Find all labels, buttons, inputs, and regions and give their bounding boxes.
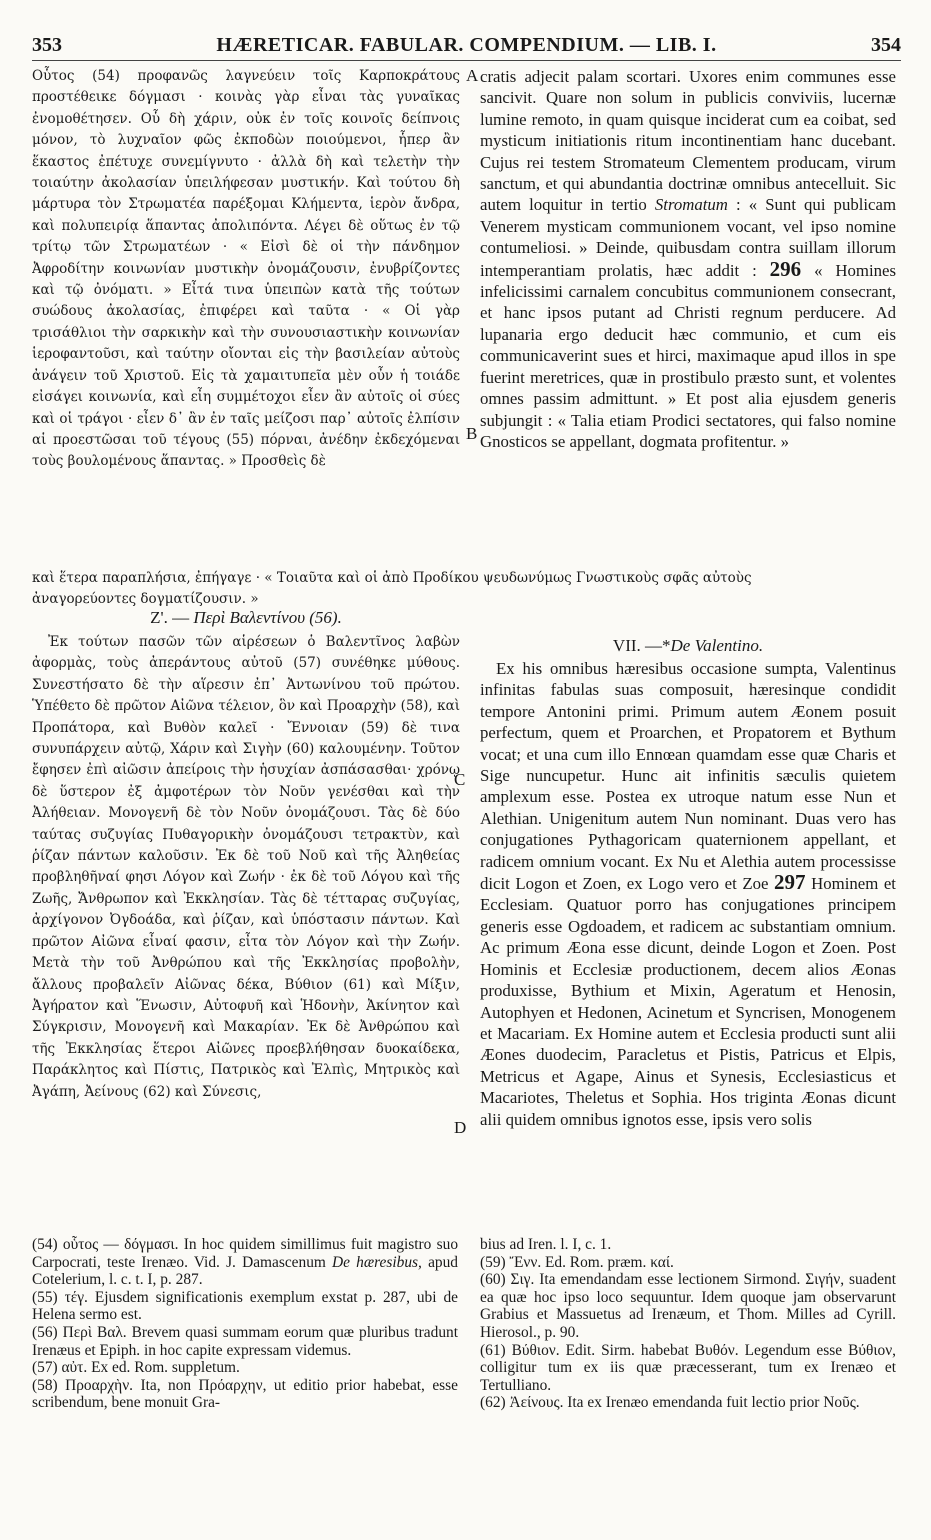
greek-column-top [32, 66, 460, 566]
greek-span-line-1: καὶ ἕτερα παραπλήσια, ἐπήγαγε · « Τοιαῦτα καὶ οἱ ἀπὸ Προδίκου ψευδωνύμως Γνωστικοὺς σφᾶς αὐτοὺς [32, 570, 752, 586]
footnote-label: (57) αὐτ. [32, 1359, 88, 1377]
footnote-text: Ejusdem significationis exemplum exstat p. 287, ubi de Helena sermo est. [32, 1288, 458, 1324]
footnote-61 [480, 1342, 896, 1395]
latin-text-top [480, 66, 896, 452]
footnote-text: apud Cotelerium, l. c. t. I, p. 287. [32, 1253, 458, 1289]
column-number-296: 296 [769, 256, 802, 281]
footnote-label: (58) Προαρχὴν. [32, 1376, 134, 1394]
section-number-greek: Ζ'. — [150, 608, 194, 627]
greek-column-bottom [32, 632, 460, 1224]
footnote-56 [32, 1324, 458, 1359]
footnote-58-cont [480, 1236, 896, 1254]
page-number-left: 353 [32, 34, 62, 56]
footnote-text: Ita, non Πρόαρχην, ut editio prior habebat, esse scribendum, bene monuit Gra- [32, 1376, 458, 1412]
latin-column-bottom [480, 658, 896, 1224]
footnote-text: Brevem quasi summam eorum quæ pluribus tradunt Irenæus et Epiph. in hoc capite expressam videmus. [32, 1323, 458, 1359]
greek-text-bottom [32, 632, 460, 1103]
latin-text-bottom [480, 658, 896, 1130]
footnote-54 [32, 1236, 458, 1289]
header-rule [32, 60, 901, 61]
footnote-text: Ita ex Irenæo emendanda fuit lectio prior Νοῦς. [563, 1394, 860, 1412]
greek-text-top: Οὗτος (54) προφανῶς λαγνεύειν τοῖς Καρποκράτους προστέθεικε δόγμασι · κοινὰς γὰρ εἶναι τὰς γυναῖκας ἐνομοθέτησεν. Οὗ δὴ χάριν, οὐκ ἐν τοῖς κοινοῖς δείπνοις μόνον, τὸ λυχναῖον φῶς ἐκποδὼν ποιούμενοι, ἧπερ ἂν ἕκαστος ἐπέτυχε συνεμίγνυτο · ἀλλὰ δὴ καὶ τελετὴν τὴν τοιαύτην ἀκολασίαν ὑπειλήφεσαν μυστικήν. Καὶ τούτου δὴ μάρτυρα τὸν Στρωματέα παρέξομαι Κλήμεντα, ἱερὸν ἄνδρα, καὶ πολυπειρίᾳ ἅπαντας ἀπολιπόντα. Λέγει δὲ οὕτως ἐν τῷ τρίτῳ τῶν Στρωματέων · « Εἰσὶ δὲ οἱ τὴν πάνδημον Ἀφροδίτην κοινωνίαν μυστικὴν ὀνομάζουσιν, ἐνυβρίζοντες καὶ τῷ ὀνόματι. » Εἶτά τινα ὑπειπὼν κατὰ τῆς τούτων συώδους ἀκολασίας, ἐπιφέρει καὶ ταῦτα · « Οἱ γὰρ τρισάθλιοι τὴν σαρκικὴν καὶ τὴν συνουσιαστικὴν κοινωνίαν ἱεροφαντοῦσι, καὶ ταύτην οἴονται εἰς τὴν βασιλείαν αὐτοὺς ἀνάγειν τοῦ Χριστοῦ. Εἰς τὰ χαμαιτυπεῖα μὲν οὖν ἡ τοιάδε εἰσάγει κοινωνία, καὶ εἶη συμμέτοχοι εἶεν ἂν αὐτοῖς οἱ σύες καὶ οἱ τράγοι · εἶεν δ᾽ ἂν ἐν ταῖς μείζοσι παρ᾽ αὐτοῖς ἐλπίσιν αἱ προεστῶσαι τοῦ τέγους (55) πόρναι, ἀνέδην ἐκδεχόμεναι τοὺς βουλομένους ἅπαντας. » Προσθεὶς δὲ [32, 68, 460, 470]
footnotes-left [32, 1236, 458, 1412]
section-heading-latin [480, 636, 896, 656]
running-header [32, 34, 901, 62]
footnote-text: Ed. Rom. præm. καί. [541, 1253, 674, 1271]
section-title-greek: Περὶ Βαλεντίνου (56). [193, 608, 342, 627]
section-number-latin: VII. —* [612, 636, 671, 655]
footnote-text: In hoc quidem simillimus fuit magistro suo Carpocrati, teste Irenæo. Vid. J. Damascenum [32, 1236, 459, 1271]
running-title: HÆRETICAR. FABULAR. COMPENDIUM. — LIB. I. [216, 34, 717, 56]
footnote-text: Ex ed. Rom. suppletum. [87, 1359, 240, 1377]
footnote-italic: De hæresibus, [332, 1253, 422, 1271]
footnote-57 [32, 1359, 458, 1377]
latin-text-top-a: cratis adjecit palam scortari. Uxores enim communes esse sancivit. Quare non solum in publicis conviviis, lucernæ lumine remoto, in quam quisque inciderat cum ea coibat, sed mysticum initiationis ritum incontinentiam hanc ducebant. Cujus rei testem Stromateum Clementem producam, virum sanctum, et qui abundantia doctrinæ omnibus antecelluit. Sic autem loquitur in tertio [480, 67, 896, 215]
footnote-62 [480, 1394, 896, 1412]
margin-marker-a: A [466, 66, 479, 85]
footnote-label: (59) Ἔνν. [480, 1253, 542, 1271]
footnotes-right [480, 1236, 896, 1412]
greek-span-line-2: ἀναγορεύοντες δογματίζουσιν. » [32, 591, 259, 608]
footnote-label: (56) Περὶ Βαλ. [32, 1323, 127, 1341]
latin-text-bottom-b: Hominem et Ecclesiam. Quatuor porro has conjugationes principem generis esse Ogdoadem, et radicem ac substantiam omnium. Ac primum Æona esse dicunt, deinde Logon et Zoen. Post Hominis et Ecclesiæ productionem, decem alios Æonas produxisse, Bythium et Mixin, Ageratum et Henosin, Autophyen et Hedonen, Acinetum et Syncrisen, Monogenem et Macariam. Ex Homine autem et Ecclesia producti sunt alii Æones duodecim, Paracletus et Pistis, Patricus et Elpis, Metricus et Agape, Ainus et Synesis, Ecclesiasticus et Macariotes, Theletus et Sophia. Hos triginta Æonas dicunt alii quidem omnibus ignotos esse, ipsis vero solis [480, 874, 896, 1129]
latin-text-top-b: : « Sunt qui publicam Venerem mysticam communionem vocant, vel ipso nomine contumeliosi. » Deinde, quibusdam contra suillam illorum intemperantiam prolatis, hæc addit : [480, 195, 896, 280]
footnote-text: Ita emendandam esse lectionem Sirmond. Σιγήν, suadent ea quæ hoc ipso loco sequuntur. Idem quoque jam observarunt Grabius et Massuetus ad Irenæum, et Thom. Milles ad Cyrill. Hierosol., p. 90. [480, 1271, 896, 1341]
footnote-59 [480, 1254, 896, 1272]
footnote-55 [32, 1289, 458, 1324]
latin-column-top [480, 66, 896, 566]
greek-text-bottom-body: Ἐκ τούτων πασῶν τῶν αἱρέσεων ὁ Βαλεντῖνος λαβὼν ἀφορμὰς, τοὺς ἀπεράντους αὐτοῦ (57) συνέθηκε μύθους. Συνεστήσατο δὲ τὴν αἵρεσιν ἐπ᾽ Ἀντωνίνου τοῦ πρώτου. Ὑπέθετο δὲ πρῶτον Αἰῶνα τέλειον, ὃν καὶ Προαρχὴν (58), καὶ Προπάτορα, καὶ Βυθὸν καλεῖ · Ἔννοιαν (59) δὲ τινα συνυπάρχειν αὐτῷ, Χάριν καὶ Σιγὴν (60) καλουμένην. Τοῦτον ἔφησεν ἐπὶ αἰῶσιν ἀπείροις τὴν ἡσυχίαν ἀσπάσασθαι· χρόνῳ δὲ ὕστερον ἐξ ἀμφοτέρων τὸν Νοῦν γενέσθαι καὶ τὴν Ἀλήθειαν. Μονογενῆ δὲ τὸν Νοῦν ὀνομάζουσι. Τὰς δὲ δύο ταύτας συζυγίας Πυθαγορικὴν ὀνομάζουσι τετρακτὺν, καὶ ῥίζαν πάντων καλοῦσιν. Ἐκ δὲ τοῦ Νοῦ καὶ τῆς Ἀληθείας προβληθῆναί φησι Λόγον καὶ Ζωήν · ἐκ δὲ τοῦ Λόγου καὶ τῆς Ζωῆς, Ἄνθρωπον καὶ Ἐκκλησίαν. Τὰς δὲ τέτταρας συζυγίας, ἀρχίγονον Ὀγδοάδα, καὶ ῥίζαν, καὶ ὑπόστασιν πάντων. Καὶ πρῶτον Αἰῶνα εἶναί φασιν, εἶτα τὸν Λόγον καὶ τὴν Ζωήν. Μετὰ τὴν τοῦ Ἀνθρώπου καὶ τῆς Ἐκκλησίας προβολὴν, ἄλλους προβαλεῖν Αἰῶνας δέκα, Βύθιον (61) καὶ Μίξιν, Ἀγήρατον καὶ Ἕνωσιν, Αὐτοφυῆ καὶ Ἡδονὴν, Ἀκίνητον καὶ Σύγκρισιν, Μονογενῆ καὶ Μακαρίαν. Ἐκ δὲ Ἀνθρώπου καὶ τῆς Ἐκκλησίας ἕτεροι Αἰῶνες προεβλήθησαν δυοκαίδεκα, Παράκλητος καὶ Πίστις, Πατρικὸς καὶ Ἐλπὶς, Μητρικὸς καὶ Ἀγάπη, Ἀείνους (62) καὶ Σύνεσις, [32, 634, 460, 1100]
footnote-label: (61) Βύθιον. [480, 1341, 560, 1359]
footnote-60 [480, 1271, 896, 1341]
margin-marker-b: B [466, 424, 478, 443]
footnote-text: Edit. Sirm. habebat Βυθόν. Legendum esse Βύθιον, colligitur tum ex iis quæ præcesserant, tum ex Irenæo et Tertulliano. [480, 1341, 897, 1394]
footnote-text: bius ad Iren. l. I, c. 1. [480, 1236, 612, 1253]
greek-span-lines [32, 568, 898, 611]
column-number-297: 297 [774, 870, 806, 895]
footnote-label: (54) οὗτος — δόγμασι. [32, 1236, 179, 1253]
latin-text-bottom-a: Ex his omnibus hæresibus occasione sumpta, Valentinus infinitas fabulas suas composuit, hæresinque condidit tempore Antonini primi. Primum autem Æonem posuit perfectum, quem et Proarchen, et Propatorem et Bythum vocat; et una cum illo Ennœan quamdam esse quæ Charis et Sige nuncupetur. Hunc ait infinitis sæculis quietem amplexum esse. Postea ex utroque natum esse Nun et Alethian. Unigenitum autem Nun nominant. Duas vero has conjugationes Pythagoricam quaternionem appellant, et radicem omnium vocant. Ex Nu et Alethia autem processisse dicit Logon et Zoen, ex Logo vero et Zoe [480, 659, 896, 894]
stromatum-title: Stromatum [654, 195, 728, 215]
margin-marker-d: D [454, 1118, 467, 1137]
margin-marker-c: C [454, 770, 466, 789]
page-number-right: 354 [871, 34, 901, 56]
footnote-label: (55) τέγ. [32, 1288, 88, 1306]
section-heading-greek [32, 608, 460, 628]
footnote-label: (60) Σιγ. [480, 1271, 535, 1289]
footnote-58 [32, 1377, 458, 1412]
latin-text-top-c: « Homines infelicissimi carnalem concubitus communionem consecrant, et hanc ipsos putant ad Christi regnum perducere. Ad lupanaria ergo deducit hæc communio, et cum eis communicaverint sues et hirci, maximaque apud illos in spe fuerint meretrices, quæ in prostibulo præsto sunt, et volentes omnes passim admittunt. » Et post alia ejusdem generis subjungit : « Talia etiam Prodici sectatores, qui falso nomine Gnosticos se appellant, dogmata profitentur. » [480, 260, 896, 451]
footnote-label: (62) Ἀείνους. [480, 1394, 564, 1412]
section-title-latin: De Valentino. [670, 636, 764, 655]
